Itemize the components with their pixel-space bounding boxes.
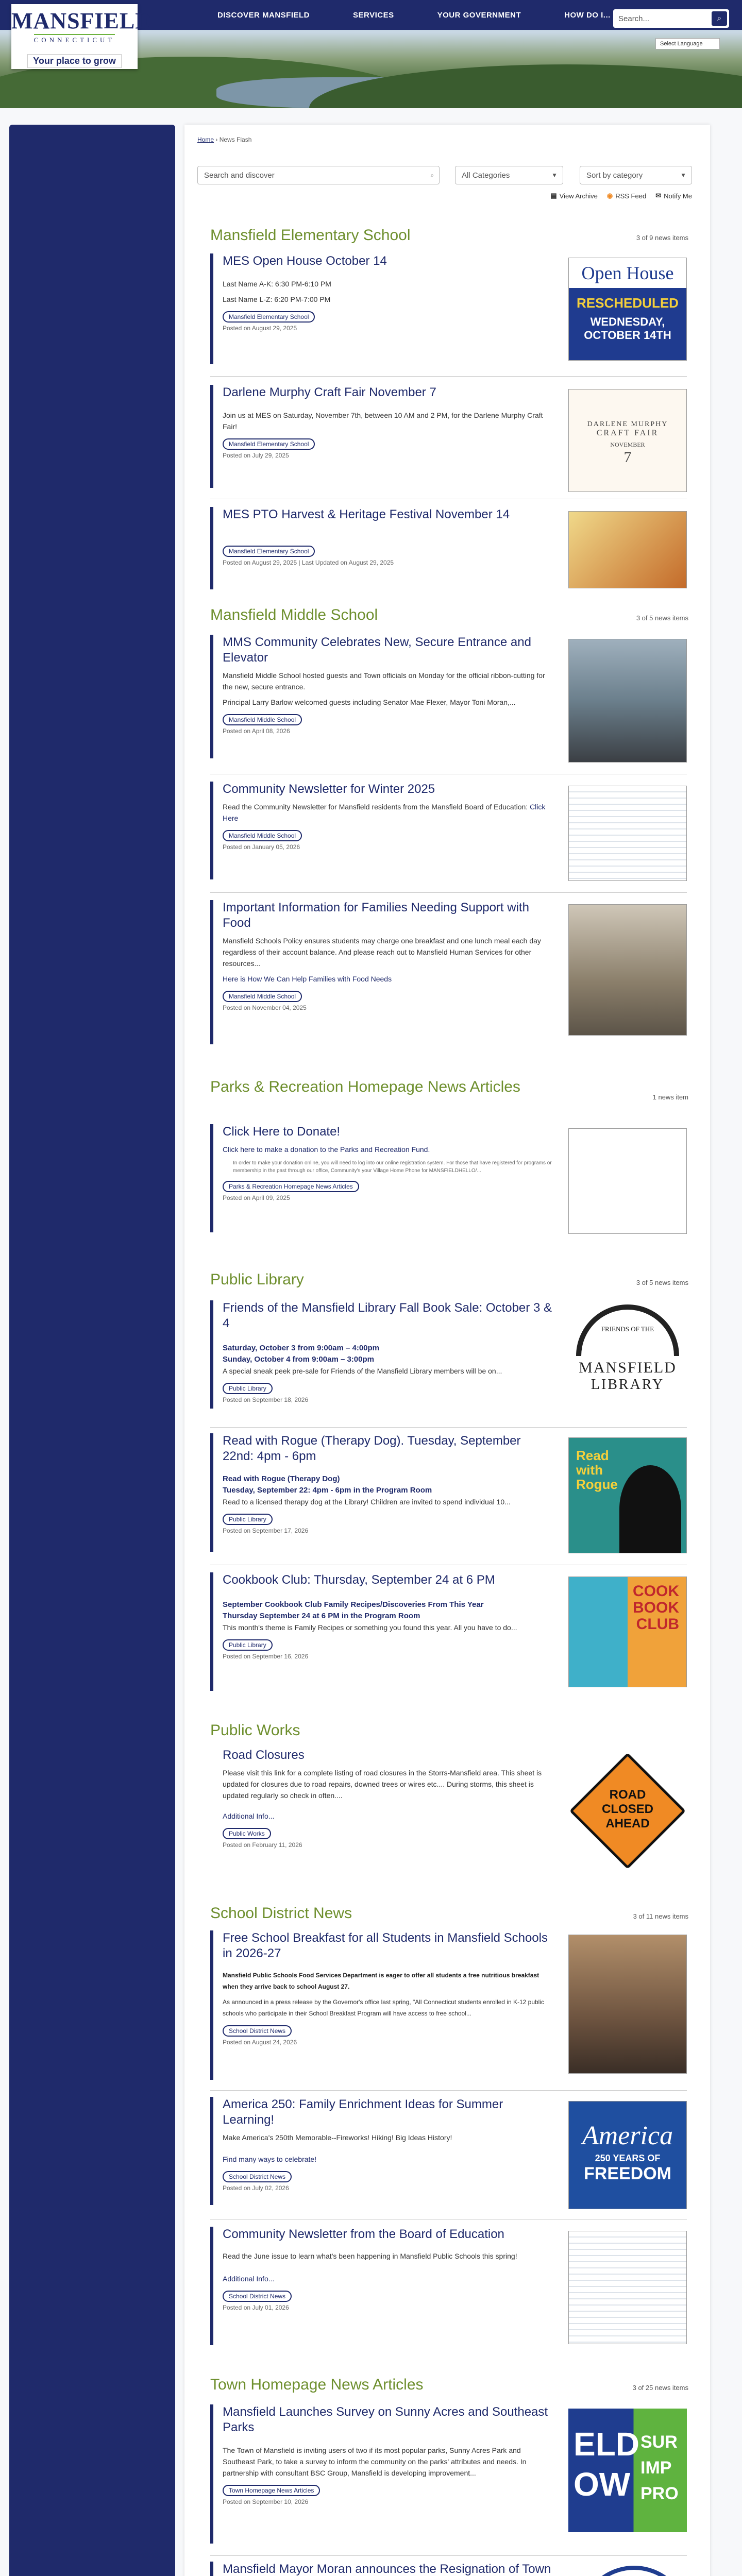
news-item xyxy=(210,1930,687,2080)
section-count: 1 news item xyxy=(652,1093,688,1101)
road-closed-image[interactable] xyxy=(568,1752,687,1870)
news-item-link-row xyxy=(223,2273,552,2284)
thumb-text: CLOSED xyxy=(601,1802,653,1816)
cookbook-club-image[interactable] xyxy=(568,1577,687,1687)
thumb-text: FRIENDS OF THE xyxy=(601,1325,654,1333)
news-item-tag[interactable]: Mansfield Middle School xyxy=(223,714,302,725)
section-count: 3 of 5 news items xyxy=(636,614,688,622)
thumb-text: SUR xyxy=(640,2432,678,2452)
thumb-text: CLUB xyxy=(636,1616,679,1633)
news-item-tag[interactable]: Town Homepage News Articles xyxy=(223,2485,320,2496)
thumb-text: FREEDOM xyxy=(584,2164,671,2183)
news-item-title[interactable]: Darlene Murphy Craft Fair November 7 xyxy=(223,385,436,399)
news-item-title[interactable]: Friends of the Mansfield Library Fall Book Sale: October 3 & 4 xyxy=(223,1301,552,1330)
news-item xyxy=(210,2562,687,2576)
view-archive-link[interactable] xyxy=(550,192,597,200)
news-item xyxy=(210,900,687,1044)
news-item-tag[interactable]: Public Library xyxy=(223,1383,273,1394)
news-item-body: Last Name L-Z: 6:20 PM-7:00 PM xyxy=(223,295,331,303)
thumb-text: IMP xyxy=(640,2458,672,2478)
news-item-tag[interactable]: Public Library xyxy=(223,1514,273,1525)
news-item-body-text: Read the Community Newsletter for Mansfield residents from the Mansfield Board of Education: xyxy=(223,803,528,811)
thumb-text: America xyxy=(582,2121,673,2150)
thumb-text: RESCHEDULED xyxy=(577,295,679,311)
news-item-body: Join us at MES on Saturday, November 7th, between 10 AM and 2 PM, for the Darlene Murphy Craft Fair! xyxy=(223,411,543,431)
tagline: Your place to grow xyxy=(27,54,122,68)
news-item-tag[interactable]: Mansfield Elementary School xyxy=(223,438,315,450)
news-item-posted: Posted on August 24, 2026 xyxy=(223,2039,297,2046)
section-title: Mansfield Middle School xyxy=(210,606,378,623)
main-navigation xyxy=(196,0,632,30)
section-title: Town Homepage News Articles xyxy=(210,2376,424,2393)
news-item xyxy=(210,2227,687,2345)
news-item xyxy=(210,253,687,364)
news-item xyxy=(210,1124,687,1232)
news-item-title[interactable]: Mansfield Launches Survey on Sunny Acres and Southeast Parks xyxy=(223,2405,548,2434)
news-item-posted: Posted on February 11, 2026 xyxy=(223,1841,302,1849)
news-item-link-row xyxy=(223,1144,552,1155)
sort-select[interactable] xyxy=(580,166,692,184)
nav-your-government[interactable]: YOUR GOVERNMENT xyxy=(437,11,521,20)
news-item-title[interactable]: Important Information for Families Needing Support with Food xyxy=(223,901,529,930)
thumb-text: BOOK xyxy=(633,1599,679,1616)
news-item-link-row xyxy=(223,2154,552,2165)
rss-label: RSS Feed xyxy=(615,192,647,200)
search-icon[interactable]: ⌕ xyxy=(712,11,727,26)
header-banner xyxy=(0,0,742,108)
section-title: Public Library xyxy=(210,1271,304,1288)
view-archive-label: View Archive xyxy=(559,192,598,200)
thumb-text: Rogue xyxy=(576,1477,618,1492)
news-item-title[interactable]: Read with Rogue (Therapy Dog). Tuesday, September 22nd: 4pm - 6pm xyxy=(223,1434,521,1463)
thumb-text: with xyxy=(576,1462,603,1478)
search-icon[interactable]: ⌕ xyxy=(430,172,434,179)
news-item-subtitle: September Cookbook Club Family Recipes/Discoveries From This Year xyxy=(223,1600,484,1609)
news-item-tag[interactable]: Mansfield Middle School xyxy=(223,830,302,841)
donate-link[interactable]: Click here to make a donation to the Parks and Recreation Fund. xyxy=(223,1145,430,1154)
section-title: Public Works xyxy=(210,1722,300,1739)
mail-icon: ✉ xyxy=(655,192,662,199)
language-select[interactable]: Select Language xyxy=(655,38,720,49)
news-item-posted: Posted on September 17, 2026 xyxy=(223,1527,309,1534)
nav-discover-mansfield[interactable]: DISCOVER MANSFIELD xyxy=(217,11,310,20)
thumb-text: DARLENE MURPHY xyxy=(587,420,668,428)
news-item-tag[interactable]: Public Library xyxy=(223,1639,273,1651)
news-item-subtitle: Read with Rogue (Therapy Dog) xyxy=(223,1475,340,1483)
news-item-body xyxy=(223,801,552,824)
category-value: All Categories xyxy=(462,171,510,180)
news-item-tag[interactable]: School District News xyxy=(223,2171,292,2182)
news-item xyxy=(210,635,687,758)
board-newsletter-image[interactable] xyxy=(568,2231,687,2344)
divider xyxy=(210,376,687,377)
news-item-subtitle: Mansfield Public Schools Food Services Department is eager to offer all students a free nutritious breakfast when they arrive back to school August 27. xyxy=(223,1972,539,1990)
news-item-title[interactable]: Mansfield Mayor Moran announces the Resignation of Town xyxy=(223,2562,551,2576)
news-item-link-row xyxy=(223,1810,552,1822)
header-search-placeholder: Search... xyxy=(618,14,650,23)
news-item-title[interactable]: Road Closures xyxy=(223,1748,305,1762)
news-item-posted: Posted on September 18, 2026 xyxy=(223,1396,309,1403)
thumb-text: OCTOBER 14TH xyxy=(584,329,671,342)
dog-shape xyxy=(619,1465,681,1553)
news-item-subtitle: Tuesday, September 22: 4pm - 6pm in the Program Room xyxy=(223,1486,432,1495)
news-item-body: This month's theme is Family Recipes or something you found this year. All you have to do... xyxy=(223,1623,517,1632)
news-item xyxy=(210,1572,687,1691)
school-breakfast-image[interactable] xyxy=(568,1935,687,2074)
thumb-text: Open House xyxy=(569,258,686,288)
logo-subtext: CONNECTICUT xyxy=(34,34,115,44)
news-item xyxy=(210,1433,687,1552)
celebrate-link[interactable]: Find many ways to celebrate! xyxy=(223,2155,317,2163)
section-count: 3 of 25 news items xyxy=(632,2384,688,2392)
rss-feed-link[interactable] xyxy=(607,192,646,200)
harvest-festival-image[interactable] xyxy=(568,511,687,588)
news-item-posted: Posted on September 16, 2026 xyxy=(223,1653,309,1660)
news-item-tag[interactable]: Mansfield Elementary School xyxy=(223,546,315,557)
thumb-text: LIBRARY xyxy=(591,1377,665,1393)
news-item-title[interactable]: Free School Breakfast for all Students in Mansfield Schools in 2026-27 xyxy=(223,1931,548,1960)
ribbon-cutting-image[interactable] xyxy=(568,639,687,762)
news-item-tag[interactable]: Parks & Recreation Homepage News Articles xyxy=(223,1181,359,1192)
news-item-posted: Posted on July 29, 2025 xyxy=(223,452,289,459)
news-item-body: Last Name A-K: 6:30 PM-6:10 PM xyxy=(223,280,331,288)
thumb-text: OW xyxy=(574,2466,631,2503)
news-item-title[interactable]: MES PTO Harvest & Heritage Festival November 14 xyxy=(223,507,510,521)
open-house-image[interactable] xyxy=(568,258,687,361)
thumb-text: MANSFIELD xyxy=(579,1359,677,1376)
logo-text: MANSFIELD xyxy=(11,8,153,33)
news-item-body: Mansfield Schools Policy ensures students may charge one breakfast and one lunch meal each day regardless of their account balance. And please reach out to Mansfield Human Services for other resources... xyxy=(223,937,541,968)
seal-shape xyxy=(579,2566,687,2576)
thumb-text: WEDNESDAY, xyxy=(590,315,665,328)
divider xyxy=(210,2090,687,2091)
news-item-posted: Posted on August 29, 2025 | Last Updated on August 29, 2025 xyxy=(223,559,394,566)
news-item-tag[interactable]: School District News xyxy=(223,2291,292,2302)
thumb-text: COOK xyxy=(633,1583,679,1600)
news-search-placeholder: Search and discover xyxy=(204,171,275,180)
section-title: Mansfield Elementary School xyxy=(210,227,411,244)
thumb-text: 7 xyxy=(623,449,632,466)
news-item xyxy=(210,2097,687,2205)
news-item-body: Read to a licensed therapy dog at the Library! Children are invited to spend individual 10... xyxy=(223,1498,511,1506)
archive-icon: ▤ xyxy=(550,192,557,199)
news-item-posted: Posted on July 02, 2026 xyxy=(223,2184,289,2192)
news-item-posted: Posted on January 05, 2026 xyxy=(223,843,300,851)
section-count: 3 of 5 news items xyxy=(636,1279,688,1286)
news-item-subtitle: Thursday September 24 at 6 PM in the Program Room xyxy=(223,1612,420,1620)
donate-image[interactable] xyxy=(568,1128,687,1234)
news-item-title[interactable]: MMS Community Celebrates New, Secure Entrance and Elevator xyxy=(223,635,531,665)
thumb-text: 250 YEARS OF xyxy=(595,2153,661,2163)
news-item xyxy=(210,2404,687,2544)
news-item-title[interactable]: America 250: Family Enrichment Ideas for Summer Learning! xyxy=(223,2097,503,2127)
section-title: School District News xyxy=(210,1905,352,1922)
header-search-input[interactable] xyxy=(613,9,729,28)
additional-info-link[interactable]: Additional Info... xyxy=(223,1812,275,1820)
banner-hill xyxy=(309,64,742,108)
sidebar xyxy=(9,125,175,2576)
news-item-tag[interactable]: School District News xyxy=(223,2025,292,2037)
section-count: 3 of 9 news items xyxy=(636,234,688,242)
survey-image[interactable] xyxy=(568,2409,687,2532)
news-item-body: Please visit this link for a complete listing of road closures in the Storrs-Mansfield area. This sheet is updated for closures due to road repairs, downed trees or wires etc.... During storms, this sheet is updated regularly so check in often.... xyxy=(223,1769,542,1800)
breadcrumb-current: News Flash xyxy=(219,136,252,143)
food-support-link[interactable]: Here is How We Can Help Families with Food Needs xyxy=(223,975,392,983)
rss-icon: ◉ xyxy=(606,192,613,199)
news-item-subtitle: Saturday, October 3 from 9:00am – 4:00pm xyxy=(223,1344,379,1352)
town-logo[interactable] xyxy=(11,4,153,69)
food-support-image[interactable] xyxy=(568,904,687,1036)
thumb-text: ELD xyxy=(574,2426,639,2463)
craft-fair-image[interactable] xyxy=(568,389,687,492)
nav-how-do-i[interactable]: HOW DO I... xyxy=(564,11,611,20)
news-item-title[interactable]: Community Newsletter from the Board of Education xyxy=(223,2227,504,2241)
news-item-body: Make America's 250th Memorable--Fireworks! Hiking! Big Ideas History! xyxy=(223,2133,452,2142)
news-item-posted: Posted on August 29, 2025 xyxy=(223,325,297,332)
read-with-rogue-image[interactable] xyxy=(568,1437,687,1553)
breadcrumb: Home › News Flash xyxy=(197,136,252,143)
news-item-tag[interactable]: Mansfield Elementary School xyxy=(223,311,315,323)
divider xyxy=(210,1427,687,1428)
news-item-posted: Posted on April 08, 2026 xyxy=(223,727,290,735)
newsletter-image[interactable] xyxy=(568,786,687,881)
news-item xyxy=(210,782,687,879)
america-250-image[interactable] xyxy=(568,2101,687,2209)
news-actions xyxy=(550,192,692,200)
news-item-body: As announced in a press release by the Governor's office last spring, "All Connecticut students enrolled in K-12 public schools who participate in their School Breakfast Program will have access to free school... xyxy=(223,1998,545,2017)
news-item-posted: Posted on November 04, 2025 xyxy=(223,1004,307,1011)
divider xyxy=(210,892,687,893)
chevron-down-icon: ▼ xyxy=(680,172,686,179)
chevron-down-icon: ▼ xyxy=(551,172,558,179)
news-item-title[interactable]: Click Here to Donate! xyxy=(223,1125,341,1139)
thumb-text: CRAFT FAIR xyxy=(596,429,659,437)
thumb-text: NOVEMBER xyxy=(610,441,645,448)
news-item-body: Read the June issue to learn what's been happening in Mansfield Public Schools this spring! xyxy=(223,2252,517,2260)
thumb-text: AHEAD xyxy=(605,1817,650,1831)
news-toolbar xyxy=(197,166,692,184)
divider xyxy=(210,2555,687,2556)
news-item-tag[interactable]: Mansfield Middle School xyxy=(223,991,302,1002)
news-item xyxy=(210,1748,687,1876)
category-select[interactable] xyxy=(455,166,563,184)
notify-me-link[interactable] xyxy=(655,192,692,200)
news-item-link-row xyxy=(223,973,552,985)
news-item-posted: Posted on July 01, 2026 xyxy=(223,2304,289,2311)
news-item xyxy=(210,507,687,589)
click-here-link[interactable]: Click Here xyxy=(223,803,546,822)
breadcrumb-home[interactable]: Home xyxy=(197,136,214,143)
additional-info-link[interactable]: Additional Info... xyxy=(223,2275,275,2283)
news-item-title[interactable]: Cookbook Club: Thursday, September 24 at 6 PM xyxy=(223,1573,495,1587)
news-item-body: In order to make your donation online, you will need to log into our online registration system. For those that have registered for programs or membership in the past through our office, Community's your Village Home Phone for MANSFIELDHELLO/... xyxy=(233,1160,552,1174)
news-item-subtitle: Sunday, October 4 from 9:00am – 3:00pm xyxy=(223,1355,374,1364)
news-item-title[interactable]: MES Open House October 14 xyxy=(223,254,387,268)
thumb-text: PRO xyxy=(640,2484,679,2503)
notify-label: Notify Me xyxy=(664,192,692,200)
friends-library-image[interactable] xyxy=(568,1304,687,1410)
news-item-posted: Posted on September 10, 2026 xyxy=(223,2498,309,2505)
nav-services[interactable]: SERVICES xyxy=(353,11,394,20)
news-item-body: The Town of Mansfield is inviting users of two if its most popular parks, Sunny Acres Park and Southeast Park, to take a survey to inform the community on the parks' attributes and needs. In partnership with consultant BSC Group, Mansfield is developing improvement... xyxy=(223,2446,527,2477)
news-item-body: A special sneak peek pre-sale for Friends of the Mansfield Library members will be on... xyxy=(223,1367,502,1375)
thumb-text: Read xyxy=(576,1448,609,1463)
news-item-body: Mansfield Middle School hosted guests and Town officials on Monday for the official ribbon-cutting for the new, secure entrance. xyxy=(223,671,545,691)
news-search-input[interactable] xyxy=(197,166,440,184)
news-item xyxy=(210,385,687,488)
sort-value: Sort by category xyxy=(586,171,643,180)
section-count: 3 of 11 news items xyxy=(633,1912,688,1920)
section-title: Parks & Recreation Homepage News Articles xyxy=(210,1078,520,1095)
news-item-title[interactable]: Community Newsletter for Winter 2025 xyxy=(223,782,435,796)
thumb-text: ROAD xyxy=(609,1788,646,1802)
news-item-tag[interactable]: Public Works xyxy=(223,1828,271,1839)
town-seal-image[interactable] xyxy=(568,2566,687,2576)
news-item-body: Principal Larry Barlow welcomed guests including Senator Mae Flexer, Mayor Toni Moran,... xyxy=(223,698,516,706)
news-item xyxy=(210,1300,687,1409)
news-item-posted: Posted on April 09, 2025 xyxy=(223,1194,290,1201)
news-flash-main xyxy=(184,125,710,2576)
